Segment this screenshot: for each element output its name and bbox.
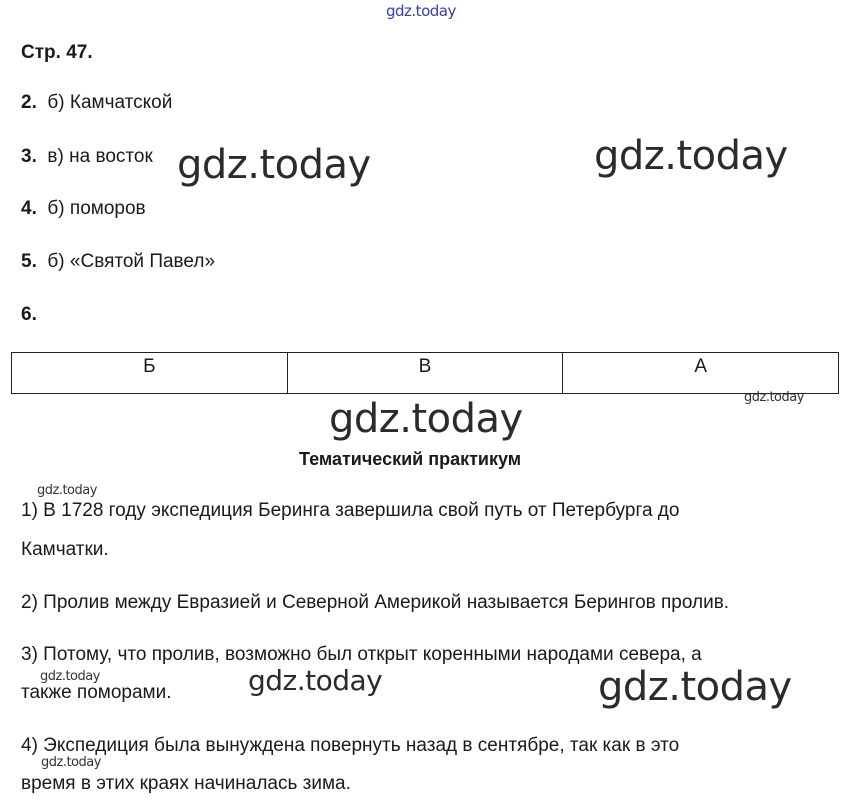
practicum-item-4-line-2: время в этих краях начиналась зима. (21, 773, 351, 794)
watermark-large: gdz.today (594, 133, 788, 179)
practicum-item-2: 2) Пролив между Евразией и Северной Америкой называется Берингов пролив. (21, 592, 730, 613)
table-cell: А (563, 353, 839, 394)
table-row (12, 353, 839, 394)
answer-4 (21, 198, 146, 220)
practicum-item-1-line-2: Камчатки. (21, 539, 109, 560)
watermark-large: gdz.today (177, 142, 371, 188)
answer-6 (21, 304, 37, 326)
watermark-large: gdz.today (329, 396, 523, 442)
answer-number: 5. (21, 251, 37, 272)
practicum-item-3-line-2: также поморами. (21, 682, 172, 703)
answer-number: 4. (21, 198, 37, 219)
answer-text: б) поморов (47, 198, 146, 219)
answer-number: 3. (21, 146, 37, 167)
answer-2 (21, 92, 172, 114)
answer-number: 6. (21, 304, 37, 325)
answer-text: б) «Святой Павел» (47, 251, 216, 272)
section-title: Тематический практикум (299, 449, 522, 469)
watermark-large: gdz.today (598, 664, 792, 710)
answer-number: 2. (21, 92, 37, 113)
watermark-small: gdz.today (744, 390, 804, 405)
watermark-small: gdz.today (40, 669, 100, 684)
answer-5 (21, 251, 215, 273)
practicum-item-1-line-1: 1) В 1728 году экспедиция Беринга завершила свой путь от Петербурга до (21, 500, 680, 521)
watermark-small: gdz.today (37, 483, 97, 498)
table-cell: В (287, 353, 563, 394)
answer-text: в) на восток (47, 146, 153, 167)
practicum-item-3-line-1: 3) Потому, что пролив, возможно был открыт коренными народами севера, а (21, 644, 702, 665)
answer-3 (21, 146, 153, 168)
page-label: Стр. 47. (21, 42, 93, 63)
table-cell: Б (12, 353, 288, 394)
watermark-medium: gdz.today (248, 664, 383, 697)
practicum-item-4-line-1: 4) Экспедиция была вынуждена повернуть назад в сентябре, так как в это (21, 735, 680, 756)
watermark-small: gdz.today (41, 755, 101, 770)
answer-table (11, 352, 839, 394)
answer-text: б) Камчатской (47, 92, 173, 113)
watermark-top: gdz.today (386, 2, 456, 20)
